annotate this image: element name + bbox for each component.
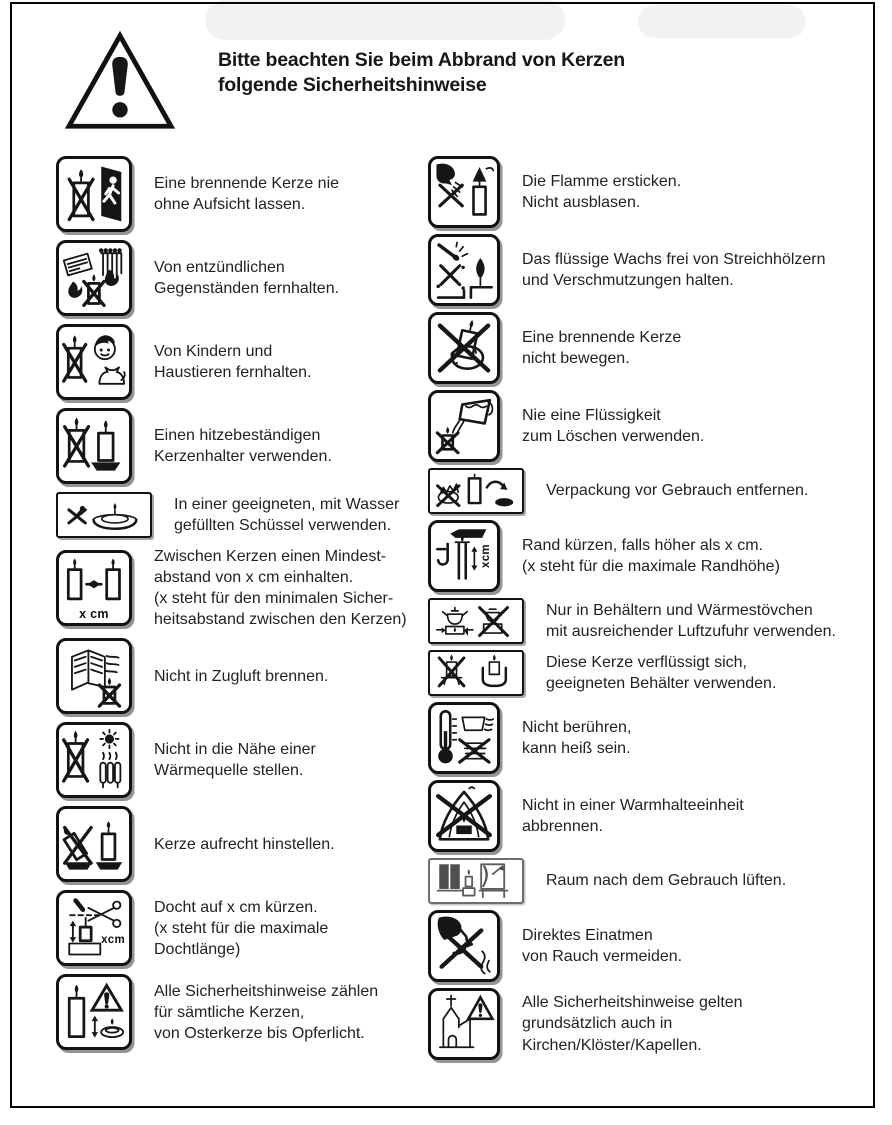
safety-item-text: Nie eine Flüssigkeit zum Löschen verwenden. (522, 406, 705, 445)
no-smoke-inhale-icon (428, 910, 500, 982)
heat-resistant-holder-icon (56, 408, 132, 484)
safety-item-text: In einer geeigneten, mit Wasser gefüllten Schüssel verwenden. (174, 495, 400, 534)
safety-item-text: Nicht in Zugluft brennen. (154, 667, 329, 685)
all-candle-types-icon (56, 974, 132, 1050)
safety-item (56, 324, 428, 400)
safety-item (56, 240, 428, 316)
safety-item-text: Nicht berühren, kann heiß sein. (522, 718, 632, 757)
safety-item-text: Nur in Behältern und Wärmestövchen mit ausreichender Luftzufuhr verwenden. (546, 601, 836, 640)
liquefying-candle-icon (428, 650, 524, 696)
safety-item (428, 390, 873, 462)
safety-item (428, 780, 873, 852)
ventilate-room-icon (428, 858, 524, 904)
safety-item-text: Diese Kerze verflüssigt sich, geeigneten Behälter verwenden. (546, 653, 777, 692)
water-bowl-icon (56, 492, 152, 538)
left-column (56, 156, 428, 1066)
safety-item (56, 722, 428, 798)
safety-item (428, 650, 873, 696)
x-cm-label: x cm (79, 607, 109, 622)
right-column (428, 156, 873, 1066)
safety-item (428, 858, 873, 904)
xcm-label: xcm (480, 544, 493, 568)
warning-triangle-icon (56, 28, 184, 132)
safety-item-text: Verpackung vor Gebrauch entfernen. (546, 482, 809, 500)
no-heat-source-icon (56, 722, 132, 798)
safety-item (56, 156, 428, 232)
safety-item (428, 234, 873, 306)
page-title-line2: folgende Sicherheitshinweise (218, 73, 487, 96)
hot-do-not-touch-icon (428, 702, 500, 774)
page-title-line1: Bitte beachten Sie beim Abbrand von Kerzen (218, 49, 625, 71)
safety-item-text: Eine brennende Kerze nie ohne Aufsicht lassen. (154, 174, 340, 213)
safety-item-text: Alle Sicherheitshinweise gelten grundsätzlich auch in Kirchen/Klöster/Kapellen. (522, 994, 743, 1054)
safety-item-text: Nicht in die Nähe einer Wärmequelle stellen. (154, 741, 316, 780)
safety-item (428, 156, 873, 228)
safety-item-text: Die Flamme ersticken. Nicht ausblasen. (522, 172, 682, 211)
upright-candle-icon (56, 806, 132, 882)
safety-item-text: Von entzündlichen Gegenständen fernhalten. (154, 258, 340, 297)
churches-chapels-icon (428, 988, 500, 1060)
safety-item (56, 492, 428, 538)
safety-item (428, 468, 873, 514)
safety-item-text: Raum nach dem Gebrauch lüften. (546, 872, 787, 890)
no-warming-unit-icon (428, 780, 500, 852)
safety-item-text: Von Kindern und Haustieren fernhalten. (154, 342, 312, 381)
safety-item (56, 546, 428, 630)
safety-item-text: Eine brennende Kerze nicht bewegen. (522, 328, 682, 367)
do-not-move-icon (428, 312, 500, 384)
safety-item (56, 408, 428, 484)
unattended-candle-icon (56, 156, 132, 232)
safety-item (56, 890, 428, 966)
trim-wick-icon (56, 890, 132, 966)
safety-item-text: Einen hitzebeständigen Kerzenhalter verwenden. (154, 426, 332, 465)
children-pets-icon (56, 324, 132, 400)
safety-item (428, 910, 873, 982)
clean-wax-icon (428, 234, 500, 306)
safety-item (428, 598, 873, 644)
safety-item-text: Nicht in einer Warmhalteeinheit abbrennen. (522, 796, 744, 835)
safety-item (428, 312, 873, 384)
no-liquid-extinguish-icon (428, 390, 500, 462)
trim-rim-icon (428, 520, 500, 592)
xcm-label: xcm (101, 934, 125, 947)
safety-item-text: Rand kürzen, falls höher als x cm. (x steht für die maximale Randhöhe) (522, 536, 780, 575)
page-title (218, 48, 625, 98)
safety-item (56, 806, 428, 882)
safety-item (56, 974, 428, 1050)
flammable-objects-icon (56, 240, 132, 316)
no-draft-icon (56, 638, 132, 714)
safety-item (428, 988, 873, 1060)
safety-item-text: Docht auf x cm kürzen. (x steht für die maximale Dochtlänge) (154, 898, 329, 958)
safety-item (428, 520, 873, 592)
safety-item-text: Alle Sicherheitshinweise zählen für sämtliche Kerzen, von Osterkerze bis Opferlicht. (154, 982, 379, 1042)
safety-item-text: Das flüssige Wachs frei von Streichhölzern und Verschmutzungen halten. (522, 250, 826, 289)
candle-distance-icon (56, 550, 132, 626)
header (56, 28, 873, 132)
smother-flame-icon (428, 156, 500, 228)
safety-item (56, 638, 428, 714)
safety-item (428, 702, 873, 774)
safety-item-text: Kerze aufrecht hinstellen. (154, 835, 335, 853)
safety-item-text: Direktes Einatmen von Rauch vermeiden. (522, 926, 683, 965)
safety-item-text: Zwischen Kerzen einen Mindest- abstand von x cm einhalten. (x steht für den minimalen Sicher- heitsabstand zwischen den Kerzen) (154, 548, 407, 629)
air-supply-burner-icon (428, 598, 524, 644)
remove-packaging-icon (428, 468, 524, 514)
